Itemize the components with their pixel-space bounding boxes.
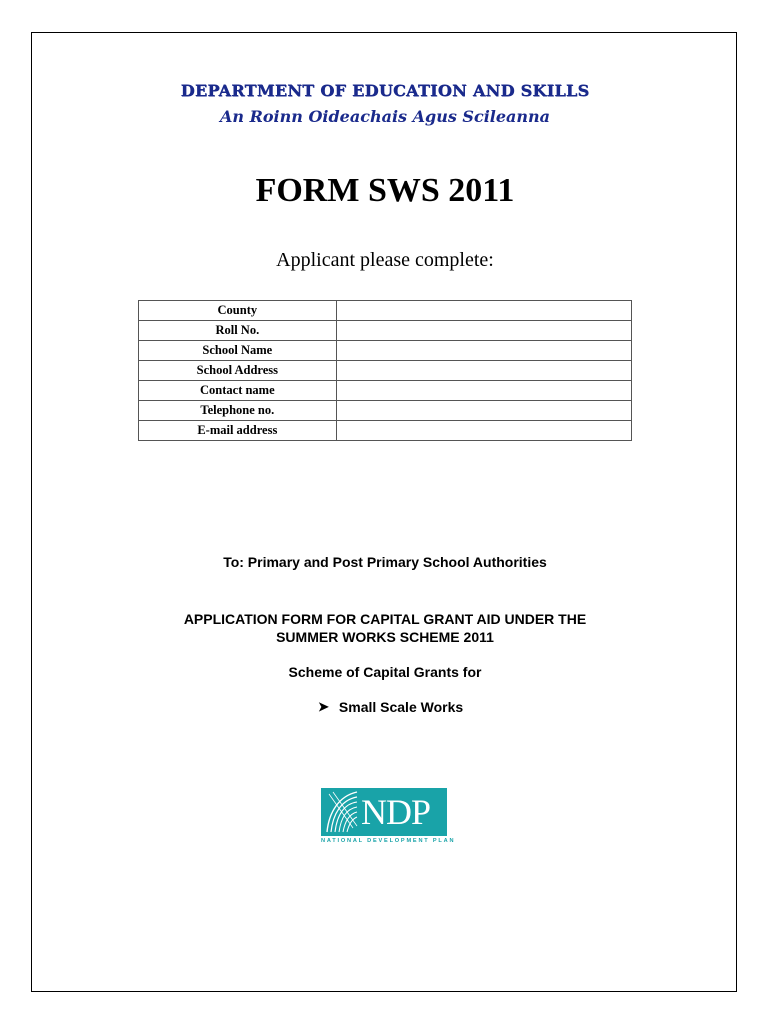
table-row: [139, 321, 632, 341]
scheme-heading: Scheme of Capital Grants for: [288, 664, 482, 680]
table-row: [139, 401, 632, 421]
recipient-line: To: Primary and Post Primary School Authorities: [223, 554, 547, 570]
school-address-label: School Address: [139, 361, 337, 381]
contact-name-cell: [336, 381, 631, 401]
department-name-irish: An Roinn Oideachais Agus Scileanna: [219, 107, 551, 126]
school-address-field[interactable]: [337, 361, 631, 380]
ndp-logo-subtitle: NATIONAL DEVELOPMENT PLAN: [321, 838, 456, 844]
form-title: FORM SWS 2011: [255, 172, 515, 209]
table-row: [139, 421, 632, 441]
ndp-logo: [321, 788, 456, 850]
application-title: [0, 610, 770, 646]
school-name-field[interactable]: [337, 341, 631, 360]
applicant-details-table: [138, 300, 632, 441]
telephone-cell: [336, 401, 631, 421]
county-cell: [336, 301, 631, 321]
email-field[interactable]: [337, 421, 631, 440]
contact-name-label: Contact name: [139, 381, 337, 401]
scheme-item-label: Small Scale Works: [338, 699, 464, 715]
roll-no-field[interactable]: [337, 321, 631, 340]
application-title-line-2: SUMMER WORKS SCHEME 2011: [276, 629, 494, 645]
table-row: [139, 341, 632, 361]
telephone-field[interactable]: [337, 401, 631, 420]
school-name-label: School Name: [139, 341, 337, 361]
roll-no-cell: [336, 321, 631, 341]
contact-name-field[interactable]: [337, 381, 631, 400]
application-title-line-1: APPLICATION FORM FOR CAPITAL GRANT AID UNDER THE: [183, 611, 587, 627]
email-label: E-mail address: [139, 421, 337, 441]
email-cell: [336, 421, 631, 441]
arrow-bullet-icon: ➤: [318, 699, 329, 714]
county-field[interactable]: [337, 301, 631, 320]
telephone-label: Telephone no.: [139, 401, 337, 421]
ndp-wave-icon: [323, 788, 363, 836]
county-label: County: [139, 301, 337, 321]
department-header: [0, 80, 770, 128]
applicant-instruction: Applicant please complete:: [276, 249, 494, 271]
school-name-cell: [336, 341, 631, 361]
roll-no-label: Roll No.: [139, 321, 337, 341]
school-address-cell: [336, 361, 631, 381]
ndp-logo-box: [321, 788, 447, 836]
table-row: [139, 301, 632, 321]
table-row: [139, 361, 632, 381]
department-name-english: DEPARTMENT OF EDUCATION AND SKILLS: [180, 81, 590, 100]
table-row: [139, 381, 632, 401]
ndp-logo-letters: NDP: [361, 792, 431, 832]
scheme-item: [318, 699, 463, 715]
